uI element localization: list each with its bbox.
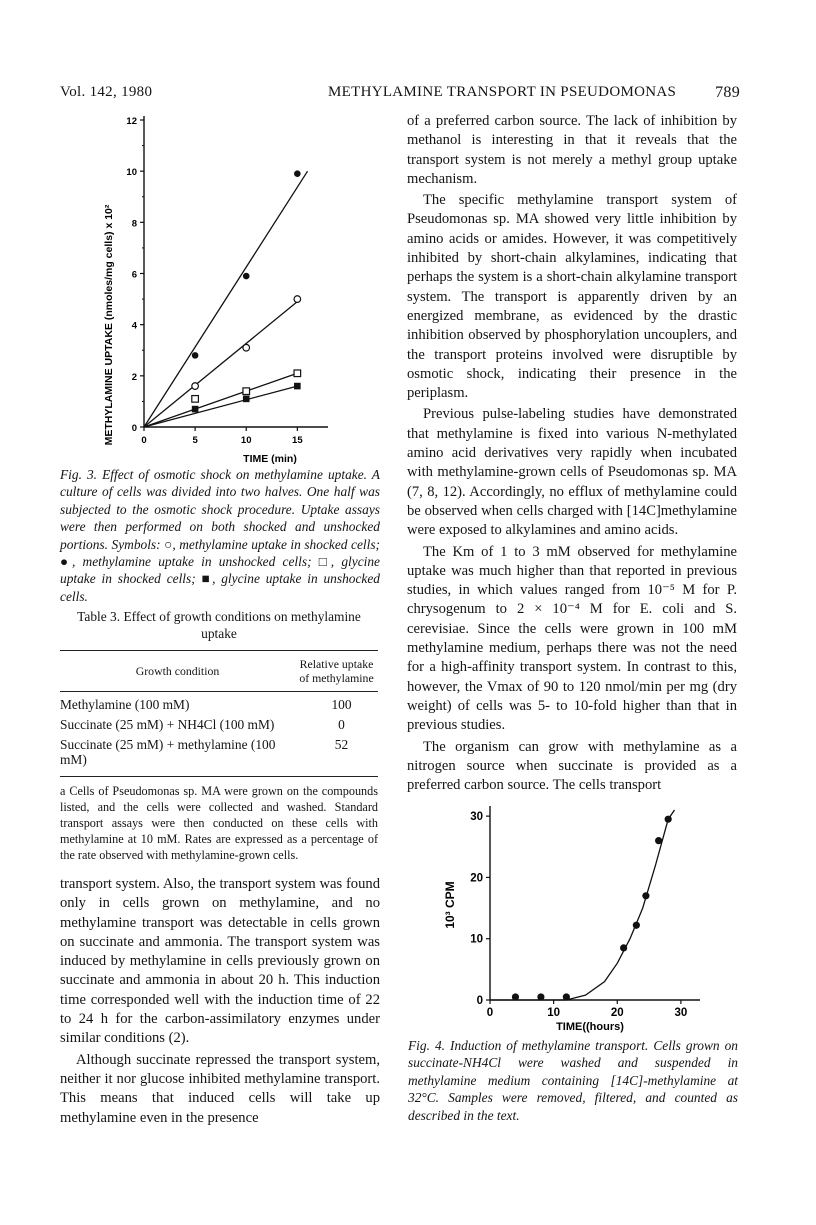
body-paragraph: The specific methylamine transport system of Pseudomonas sp. MA showed very little inhibition by amino acids or amides. However, it was competitively inhibited by short-chain alkylamines, indicating that perhaps the system is a short-chain alkylamine transport system. The transport is apparently driven by an energized membrane, as evidenced by the drastic inhibition observed by phosphorylation uncouplers, and the transport proteins involved were disruptible by osmotic shock, indicating their presence in the periplasm.	[407, 192, 737, 402]
x-tick-label: 0	[141, 435, 147, 446]
x-tick-label: 15	[292, 435, 303, 446]
y-tick-label: 12	[126, 116, 137, 127]
figure-3-caption-text: Fig. 3. Effect of osmotic shock on methylamine uptake. A culture of cells was divided into two halves. One half was subjected to the osmotic shock procedure. Uptake assays were then performed on both shocked and unshocked portions. Symbols: ○, methylamine uptake in shocked cells; ●, methylamine uptake in unshocked cells; □, glycine uptake in shocked cells; ■, glycine uptake in unshocked cells.	[60, 467, 380, 604]
data-point	[243, 273, 250, 280]
table-cell: 52	[334, 736, 349, 752]
body-paragraph: The organism can grow with methylamine as a nitrogen source when succinate is provided as a preferred carbon source. The cells transport	[407, 738, 737, 794]
body-paragraph: Previous pulse-labeling studies have demonstrated that methylamine is fixed into various N-methylated amino acid derivatives very rapidly when incubated with methylamine-grown cells of Pseudomonas sp. MA (7, 8, 12). Accordingly, no efflux of methylamine could be observed when cells charged with [14C]methylamine were exposed to alkylamines and amino acids.	[407, 406, 737, 539]
running-header	[60, 84, 740, 106]
fit-line	[144, 302, 297, 427]
y-tick-label: 6	[131, 269, 137, 281]
table-3	[60, 608, 378, 863]
data-point	[294, 370, 301, 377]
y-tick-label: 0	[131, 423, 137, 434]
fig4-xlabel: TIME((hours)	[556, 1021, 624, 1033]
table-cell: Succinate (25 mM) + NH4Cl (100 mM)	[60, 716, 275, 732]
data-point	[537, 993, 544, 1000]
data-point	[620, 944, 627, 951]
right-column-body	[407, 112, 737, 797]
table-row	[60, 737, 378, 773]
fig3-xlabel: TIME (min)	[243, 453, 297, 465]
table-3-grid	[60, 651, 378, 691]
data-point	[655, 837, 662, 844]
data-point	[192, 396, 199, 403]
fit-line	[144, 171, 308, 427]
fit-line	[144, 373, 297, 427]
x-tick-label: 0	[486, 1007, 494, 1019]
x-tick-label: 10	[547, 1007, 561, 1019]
running-title: METHYLAMINE TRANSPORT IN PSEUDOMONAS	[328, 84, 677, 100]
table-cell: Succinate (25 mM) + methylamine (100 mM)	[60, 736, 276, 768]
y-tick-label: 8	[131, 218, 137, 230]
figure-4-caption-text: Fig. 4. Induction of methylamine transport. Cells grown on succinate-NH4Cl were washed and suspended in methylamine medium containing [14C]-methylamine at 32°C. Samples were removed, filtered, and counted as described in the text.	[408, 1038, 738, 1123]
x-tick-label: 5	[192, 435, 198, 446]
table-3-footnote: a Cells of Pseudomonas sp. MA were grown on the compounds listed, and the cells were collected and washed. Standard transport assays were then conducted on these cells with methylamine at 10 mM. Rates are expressed as a percentage of the rate observed with methylamine-grown cells.	[60, 784, 378, 863]
figure-3-chart	[60, 110, 390, 465]
volume-label: Vol. 142, 1980	[60, 84, 153, 100]
fig3-ylabel: METHYLAMINE UPTAKE (nmoles/mg cells) x 10²	[103, 204, 115, 446]
data-point	[563, 993, 570, 1000]
data-point	[192, 406, 199, 413]
table-3-body	[60, 697, 378, 772]
data-point	[192, 383, 199, 390]
data-point	[294, 296, 301, 303]
body-paragraph: of a preferred carbon source. The lack of inhibition by methanol is interesting in that it reveals that the transport system is not merely a methyl group uptake mechanism.	[407, 113, 737, 187]
table-row	[60, 717, 378, 737]
left-column-body	[60, 875, 380, 1130]
table-cell: Methylamine (100 mM)	[60, 697, 190, 712]
body-paragraph: Although succinate repressed the transport system, neither it nor glucose inhibited methylamine transport. This means that induced cells will take up methylamine even in the presence	[60, 1051, 380, 1126]
data-point	[633, 922, 640, 929]
y-tick-label: 30	[470, 811, 483, 824]
data-point	[192, 352, 199, 359]
page-number: 789	[715, 84, 740, 101]
data-point	[243, 388, 250, 395]
x-tick-label: 30	[674, 1007, 688, 1019]
table-cell: 100	[331, 697, 352, 712]
data-point	[243, 396, 250, 403]
y-tick-label: 4	[131, 320, 137, 332]
table-cell: 0	[338, 716, 345, 732]
figure-4-chart	[420, 805, 720, 1035]
data-point	[642, 892, 649, 899]
table-col-header: Relative uptake of methylamine	[299, 657, 374, 685]
figure-4-caption	[408, 1037, 738, 1124]
fig4-ylabel: 10³ CPM	[443, 881, 457, 929]
data-point	[294, 383, 301, 390]
table-row	[60, 697, 378, 717]
y-tick-label: 2	[131, 371, 137, 383]
data-point	[512, 993, 519, 1000]
data-point	[294, 170, 301, 177]
y-tick-label: 10	[126, 167, 137, 179]
y-tick-label: 10	[470, 933, 483, 946]
y-tick-label: 0	[476, 995, 483, 1007]
x-tick-label: 20	[610, 1007, 624, 1019]
x-tick-label: 10	[240, 435, 252, 446]
data-point	[243, 344, 250, 351]
table-3-title: Table 3. Effect of growth conditions on methylamine uptake	[77, 609, 361, 641]
table-col-header: Growth condition	[135, 664, 220, 678]
data-point	[665, 816, 672, 823]
figure-3-caption	[60, 466, 380, 605]
trend-curve	[490, 810, 675, 1000]
body-paragraph: The Km of 1 to 3 mM observed for methylamine uptake was much higher than that reported in previous studies, in which values ranged from 10⁻⁵ M for P. chrysogenum to 2 × 10⁻⁴ M for E. coli and S. cerevisiae. Since the cells were grown in 100 mM methylamine medium, perhaps there was not the need for a high-affinity transport system. In contrast to this, however, the Vmax of 90 to 120 nmol/min per mg (dry weight) of cells was 5- to 10-fold higher than that in previous studies.	[407, 543, 737, 734]
body-paragraph: transport system. Also, the transport system was found only in cells grown on methylamine, and no methylamine transport was detectable in cells grown on succinate and ammonia. The transport system was induced by methylamine in cells previously grown on succinate and ammonia in about 20 h. This induction time corresponded well with the induction time of 22 to 24 h for the carbon-assimilatory enzymes under similar conditions (2).	[60, 876, 380, 1047]
y-tick-label: 20	[470, 872, 483, 885]
